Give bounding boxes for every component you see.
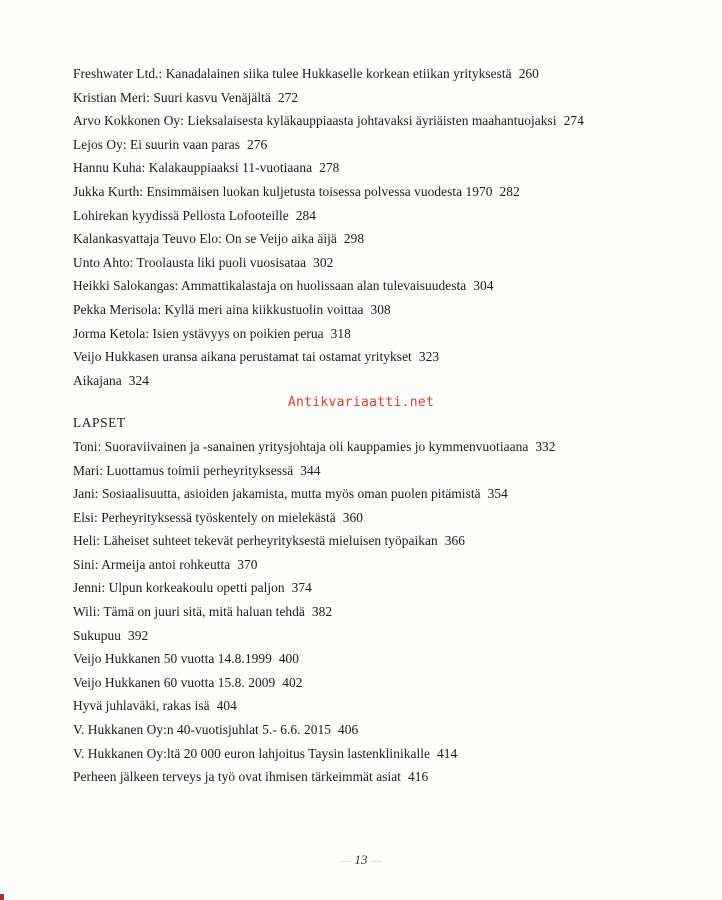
watermark: Antikvariaatti.net xyxy=(287,395,435,410)
entry-title: Kristian Meri: Suuri kasvu Venäjältä xyxy=(73,89,271,105)
entry-title: Toni: Suoraviivainen ja -sanainen yritysjohtaja oli kauppamies jo kymmenvuotiaana xyxy=(73,438,529,454)
entry-page: 406 xyxy=(337,722,359,738)
entry-page: 260 xyxy=(518,66,539,81)
toc-entry xyxy=(73,576,693,600)
entry-title: Mari: Luottamus toimii perheyrityksessä xyxy=(73,462,294,478)
entry-page: 370 xyxy=(237,556,258,572)
dash-right-icon: — xyxy=(371,856,382,867)
dash-left-icon: — xyxy=(340,856,351,867)
entry-page: 298 xyxy=(343,231,365,247)
toc-entry xyxy=(73,553,693,577)
entry-title: Kalankasvattaja Teuvo Elo: On se Veijo aika äijä xyxy=(73,231,337,247)
entry-page: 324 xyxy=(128,372,149,388)
toc-entry xyxy=(73,482,693,506)
toc-entry xyxy=(73,345,693,369)
entry-page: 400 xyxy=(278,651,300,667)
entry-page: 402 xyxy=(282,674,303,690)
entry-page: 318 xyxy=(330,325,351,341)
entry-title: Veijo Hukkasen uransa aikana perustamat tai ostamat yritykset xyxy=(73,349,412,365)
toc-entry xyxy=(73,624,693,648)
entry-title: Arvo Kokkonen Oy: Lieksalaisesta kyläkauppiaasta johtavaksi äyriäisten maahantuojaksi xyxy=(73,113,557,129)
toc-part-1 xyxy=(73,62,693,392)
toc-entry xyxy=(73,369,693,393)
entry-page: 382 xyxy=(311,604,333,620)
entry-title: Wili: Tämä on juuri sitä, mitä haluan tehdä xyxy=(73,604,305,620)
toc-entry xyxy=(73,180,693,204)
entry-title: Jani: Sosiaalisuutta, asioiden jakamista, mutta myös oman puolen pitämistä xyxy=(73,486,481,502)
toc-entry xyxy=(73,694,693,718)
entry-page: 374 xyxy=(291,580,312,596)
toc-entry xyxy=(73,133,693,157)
entry-title: Perheen jälkeen terveys ja työ ovat ihmisen tärkeimmät asiat xyxy=(73,769,401,785)
toc-entry xyxy=(73,204,693,228)
entry-page: 360 xyxy=(342,509,363,525)
entry-page: 308 xyxy=(370,301,391,317)
entry-page: 272 xyxy=(277,89,299,105)
toc-entry xyxy=(73,86,693,110)
entry-page: 276 xyxy=(246,136,268,152)
entry-title: Unto Ahto: Troolausta liki puoli vuosisataa xyxy=(73,254,307,270)
entry-page: 332 xyxy=(535,438,556,454)
toc-entry xyxy=(73,506,693,530)
corner-mark xyxy=(0,894,4,900)
entry-title: Veijo Hukkanen 60 vuotta 15.8. 2009 xyxy=(73,674,276,690)
entry-title: Sukupuu xyxy=(73,627,121,643)
toc-entry xyxy=(73,718,693,742)
entry-page: 366 xyxy=(444,533,466,549)
entry-page: 323 xyxy=(418,349,440,365)
page-number xyxy=(0,852,722,868)
toc-entry xyxy=(73,156,693,180)
entry-page: 282 xyxy=(499,183,520,199)
entry-page: 344 xyxy=(300,462,321,478)
entry-page: 416 xyxy=(407,769,429,785)
toc-entry xyxy=(73,62,693,86)
entry-page: 284 xyxy=(295,207,317,223)
entry-title: Lejos Oy: Ei suurin vaan paras xyxy=(73,136,240,152)
entry-title: Hyvä juhlaväki, rakas isä xyxy=(73,698,210,714)
entry-title: Jenni: Ulpun korkeakoulu opetti paljon xyxy=(73,580,285,596)
entry-title: Pekka Merisola: Kyllä meri aina kiikkustuolin voittaa xyxy=(73,301,364,317)
entry-title: Lohirekan kyydissä Pellosta Lofooteille xyxy=(73,207,289,223)
entry-page: 274 xyxy=(563,113,584,129)
entry-title: Freshwater Ltd.: Kanadalainen siika tulee Hukkaselle korkean etiikan yrityksestä xyxy=(73,66,512,81)
toc-entry xyxy=(73,298,693,322)
toc-entry xyxy=(73,600,693,624)
entry-page: 414 xyxy=(437,745,458,761)
entry-title: Elsi: Perheyrityksessä työskentely on mielekästä xyxy=(73,509,336,525)
entry-title: Jorma Ketola: Isien ystävyys on poikien perua xyxy=(73,325,324,341)
toc-entry xyxy=(73,647,693,671)
toc-entry xyxy=(73,227,693,251)
section-heading: LAPSET xyxy=(73,415,126,431)
entry-page: 302 xyxy=(313,254,334,270)
toc-part-2 xyxy=(73,435,693,789)
toc-entry xyxy=(73,765,693,789)
page-number-value: 13 xyxy=(354,852,368,867)
entry-title: Sini: Armeija antoi rohkeutta xyxy=(73,556,231,572)
entry-title: Heikki Salokangas: Ammattikalastaja on huolissaan alan tulevaisuudesta xyxy=(73,278,467,294)
toc-entry xyxy=(73,251,693,275)
entry-page: 354 xyxy=(487,486,508,502)
toc-entry xyxy=(73,435,693,459)
toc-entry xyxy=(73,742,693,766)
entry-title: Jukka Kurth: Ensimmäisen luokan kuljetusta toisessa polvessa vuodesta 1970 xyxy=(73,183,493,199)
toc-entry xyxy=(73,529,693,553)
entry-title: V. Hukkanen Oy:n 40-vuotisjuhlat 5.- 6.6. 2015 xyxy=(73,722,331,738)
entry-page: 304 xyxy=(473,278,494,294)
entry-title: Veijo Hukkanen 50 vuotta 14.8.1999 xyxy=(73,651,272,667)
entry-page: 404 xyxy=(216,698,237,714)
toc-entry xyxy=(73,322,693,346)
entry-title: Heli: Läheiset suhteet tekevät perheyrityksestä mieluisen työpaikan xyxy=(73,533,438,549)
toc-entry xyxy=(73,109,693,133)
entry-title: Hannu Kuha: Kalakauppiaaksi 11-vuotiaana xyxy=(73,160,313,176)
entry-page: 392 xyxy=(127,627,149,643)
table-of-contents xyxy=(73,62,693,789)
toc-entry xyxy=(73,274,693,298)
toc-entry xyxy=(73,459,693,483)
toc-entry xyxy=(73,671,693,695)
entry-title: V. Hukkanen Oy:ltä 20 000 euron lahjoitus Taysin lastenklinikalle xyxy=(73,745,430,761)
entry-page: 278 xyxy=(319,160,340,176)
entry-title: Aikajana xyxy=(73,372,122,388)
